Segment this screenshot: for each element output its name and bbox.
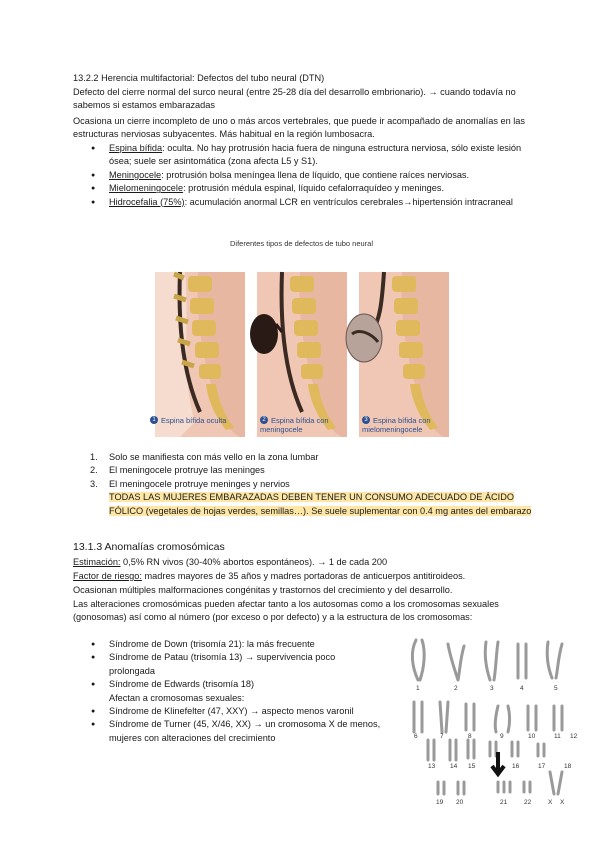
karyotype-label: 21 [500, 799, 508, 806]
list-item: ● Mielomeningocele: protrusión médula espinal, líquido cefalorraquídeo y meninges. [73, 182, 528, 195]
ntd-bullet-list [73, 142, 528, 209]
karyotype-label: 4 [520, 685, 524, 692]
sex-chromosomes-heading: Afectan a cromosomas sexuales: [109, 693, 245, 703]
list-item: ● Síndrome de Patau (trisomía 13) → supervivencia poco prolongada [73, 651, 373, 678]
sex-chromosome-syndromes-list [73, 705, 383, 745]
term-hidrocefalia: Hidrocefalia (75%) [109, 196, 185, 207]
karyotype-label: X [560, 799, 565, 806]
karyotype-label: 6 [414, 733, 418, 740]
down-arrow-icon [492, 752, 504, 774]
karyotype-label: 1 [416, 685, 420, 692]
numbered-list [73, 451, 533, 518]
spine-illustration-3 [346, 272, 449, 437]
karyotype-label: 2 [454, 685, 458, 692]
section-heading-ntd: 13.2.2 Herencia multifactorial: Defectos del tubo neural (DTN) [73, 73, 325, 83]
karyotype-label: 3 [490, 685, 494, 692]
list-item: ● Hidrocefalia (75%): acumulación anormal LCR en ventrículos cerebrales→hipertensión intracraneal [73, 196, 528, 209]
figure-caption-1: 1 Espina bífida oculta [150, 416, 226, 425]
karyotype-label: 20 [456, 799, 464, 806]
karyotype-label: 19 [436, 799, 444, 806]
list-item: 2. El meningocele protruye las meninges [90, 465, 265, 476]
karyotype-label: 17 [538, 763, 546, 770]
folic-acid-highlight: TODAS LAS MUJERES EMBARAZADAS DEBEN TENER UN CONSUMO ADECUADO DE ÁCIDO FÓLICO (vegetales de hojas verdes, semillas…). Se suele suplementar con 0.4 mg antes del embarazo [109, 492, 532, 516]
term-mielomeningocele: Mielomeningocele [109, 183, 184, 194]
karyotype-label: 15 [468, 763, 476, 770]
paragraph-ntd-description: Ocasiona un cierre incompleto de uno o más arcos vertebrales, que puede ir acompañado de anomalías en las estructuras nerviosas subyacentes. Más habitual en la región lumbosacra. [73, 116, 525, 140]
figure-title: Diferentes tipos de defectos de tubo neural [230, 239, 374, 248]
spine-illustration-2 [250, 272, 347, 437]
karyotype-label: 18 [564, 763, 572, 770]
term-meningocele: Meningocele [109, 169, 162, 180]
karyotype-label: 22 [524, 799, 532, 806]
paragraph-estimation: Estimación: 0,5% RN vivos (30-40% abortos espontáneos). → 1 de cada 200 [73, 557, 388, 567]
karyotype-label: 5 [554, 685, 558, 692]
karyotype-label: 11 [554, 733, 561, 740]
karyotype-label: 13 [428, 763, 436, 770]
paragraph-alterations: Las alteraciones cromosómicas pueden afectar tanto a los autosomas como a los cromosomas sexuales (gonosomas) así como al número (por exceso o por defecto) y a la estructura de los cromosomas: [73, 599, 499, 623]
karyotype-label: 10 [528, 733, 536, 740]
list-item: ● Síndrome de Down (trisomía 21): la más frecuente [73, 638, 373, 651]
list-item: ● Síndrome de Klinefelter (47, XXY) → aspecto menos varonil [73, 705, 383, 718]
karyotype-label: 9 [500, 733, 504, 740]
term-espina-bifida: Espina bífida [109, 143, 163, 153]
karyotype-label: X [548, 799, 553, 806]
karyotype-label: 7 [440, 733, 444, 740]
list-item: ● Síndrome de Edwards (trisomía 18) [73, 678, 373, 691]
list-item: ● Espina bífida: oculta. No hay protrusión hacia fuera de ninguna estructura nerviosa, sólo existe lesión ósea; suele ser asintomática (zona afecta L5 y S1). [73, 142, 528, 169]
paragraph-ntd-definition: Defecto del cierre normal del surco neural (entre 25-28 día del desarrollo embrionario). → cuando todavía no sabemos si estamos embarazadas [73, 87, 516, 111]
list-item: 3. El meningocele protruye meninges y nervios TODAS LAS MUJERES EMBARAZADAS DEBEN TENER UN CONSUMO ADECUADO DE ÁCIDO FÓLICO (vegetales de hojas verdes, semillas…). Se suele suplementar con 0.4 mg antes del embarazo [73, 478, 533, 518]
autosomal-syndromes-list [73, 638, 373, 692]
karyotype-label: 8 [468, 733, 472, 740]
figure-caption-3: 3 Espina bífida con mielomeningocele [362, 416, 431, 434]
karyotype-label: 14 [450, 763, 458, 770]
list-item: 1. Solo se manifiesta con más vello en la zona lumbar [90, 452, 319, 462]
list-item: ● Síndrome de Turner (45, X/46, XX) → un cromosoma X de menos, mujeres con alteraciones del crecimiento [73, 718, 383, 745]
karyotype-label: 16 [512, 763, 520, 770]
neural-tube-defects-figure [150, 262, 450, 442]
figure-caption-2: 2 Espina bífida con meningocele [260, 416, 329, 434]
spine-illustration-1 [155, 272, 245, 437]
paragraph-malformations: Ocasionan múltiples malformaciones congénitas y trastornos del crecimiento y del desarrollo. [73, 585, 453, 595]
list-item: ● Meningocele: protrusión bolsa meníngea llena de líquido, que contiene raíces nerviosas. [73, 169, 528, 182]
paragraph-risk-factor: Factor de riesgo: madres mayores de 35 años y madres portadoras de anticuerpos antitiroideos. [73, 571, 466, 581]
section-heading-chromosomal: 13.1.3 Anomalías cromosómicas [73, 541, 225, 553]
karyotype-label: 12 [570, 733, 578, 740]
karyotype-image [398, 632, 588, 827]
